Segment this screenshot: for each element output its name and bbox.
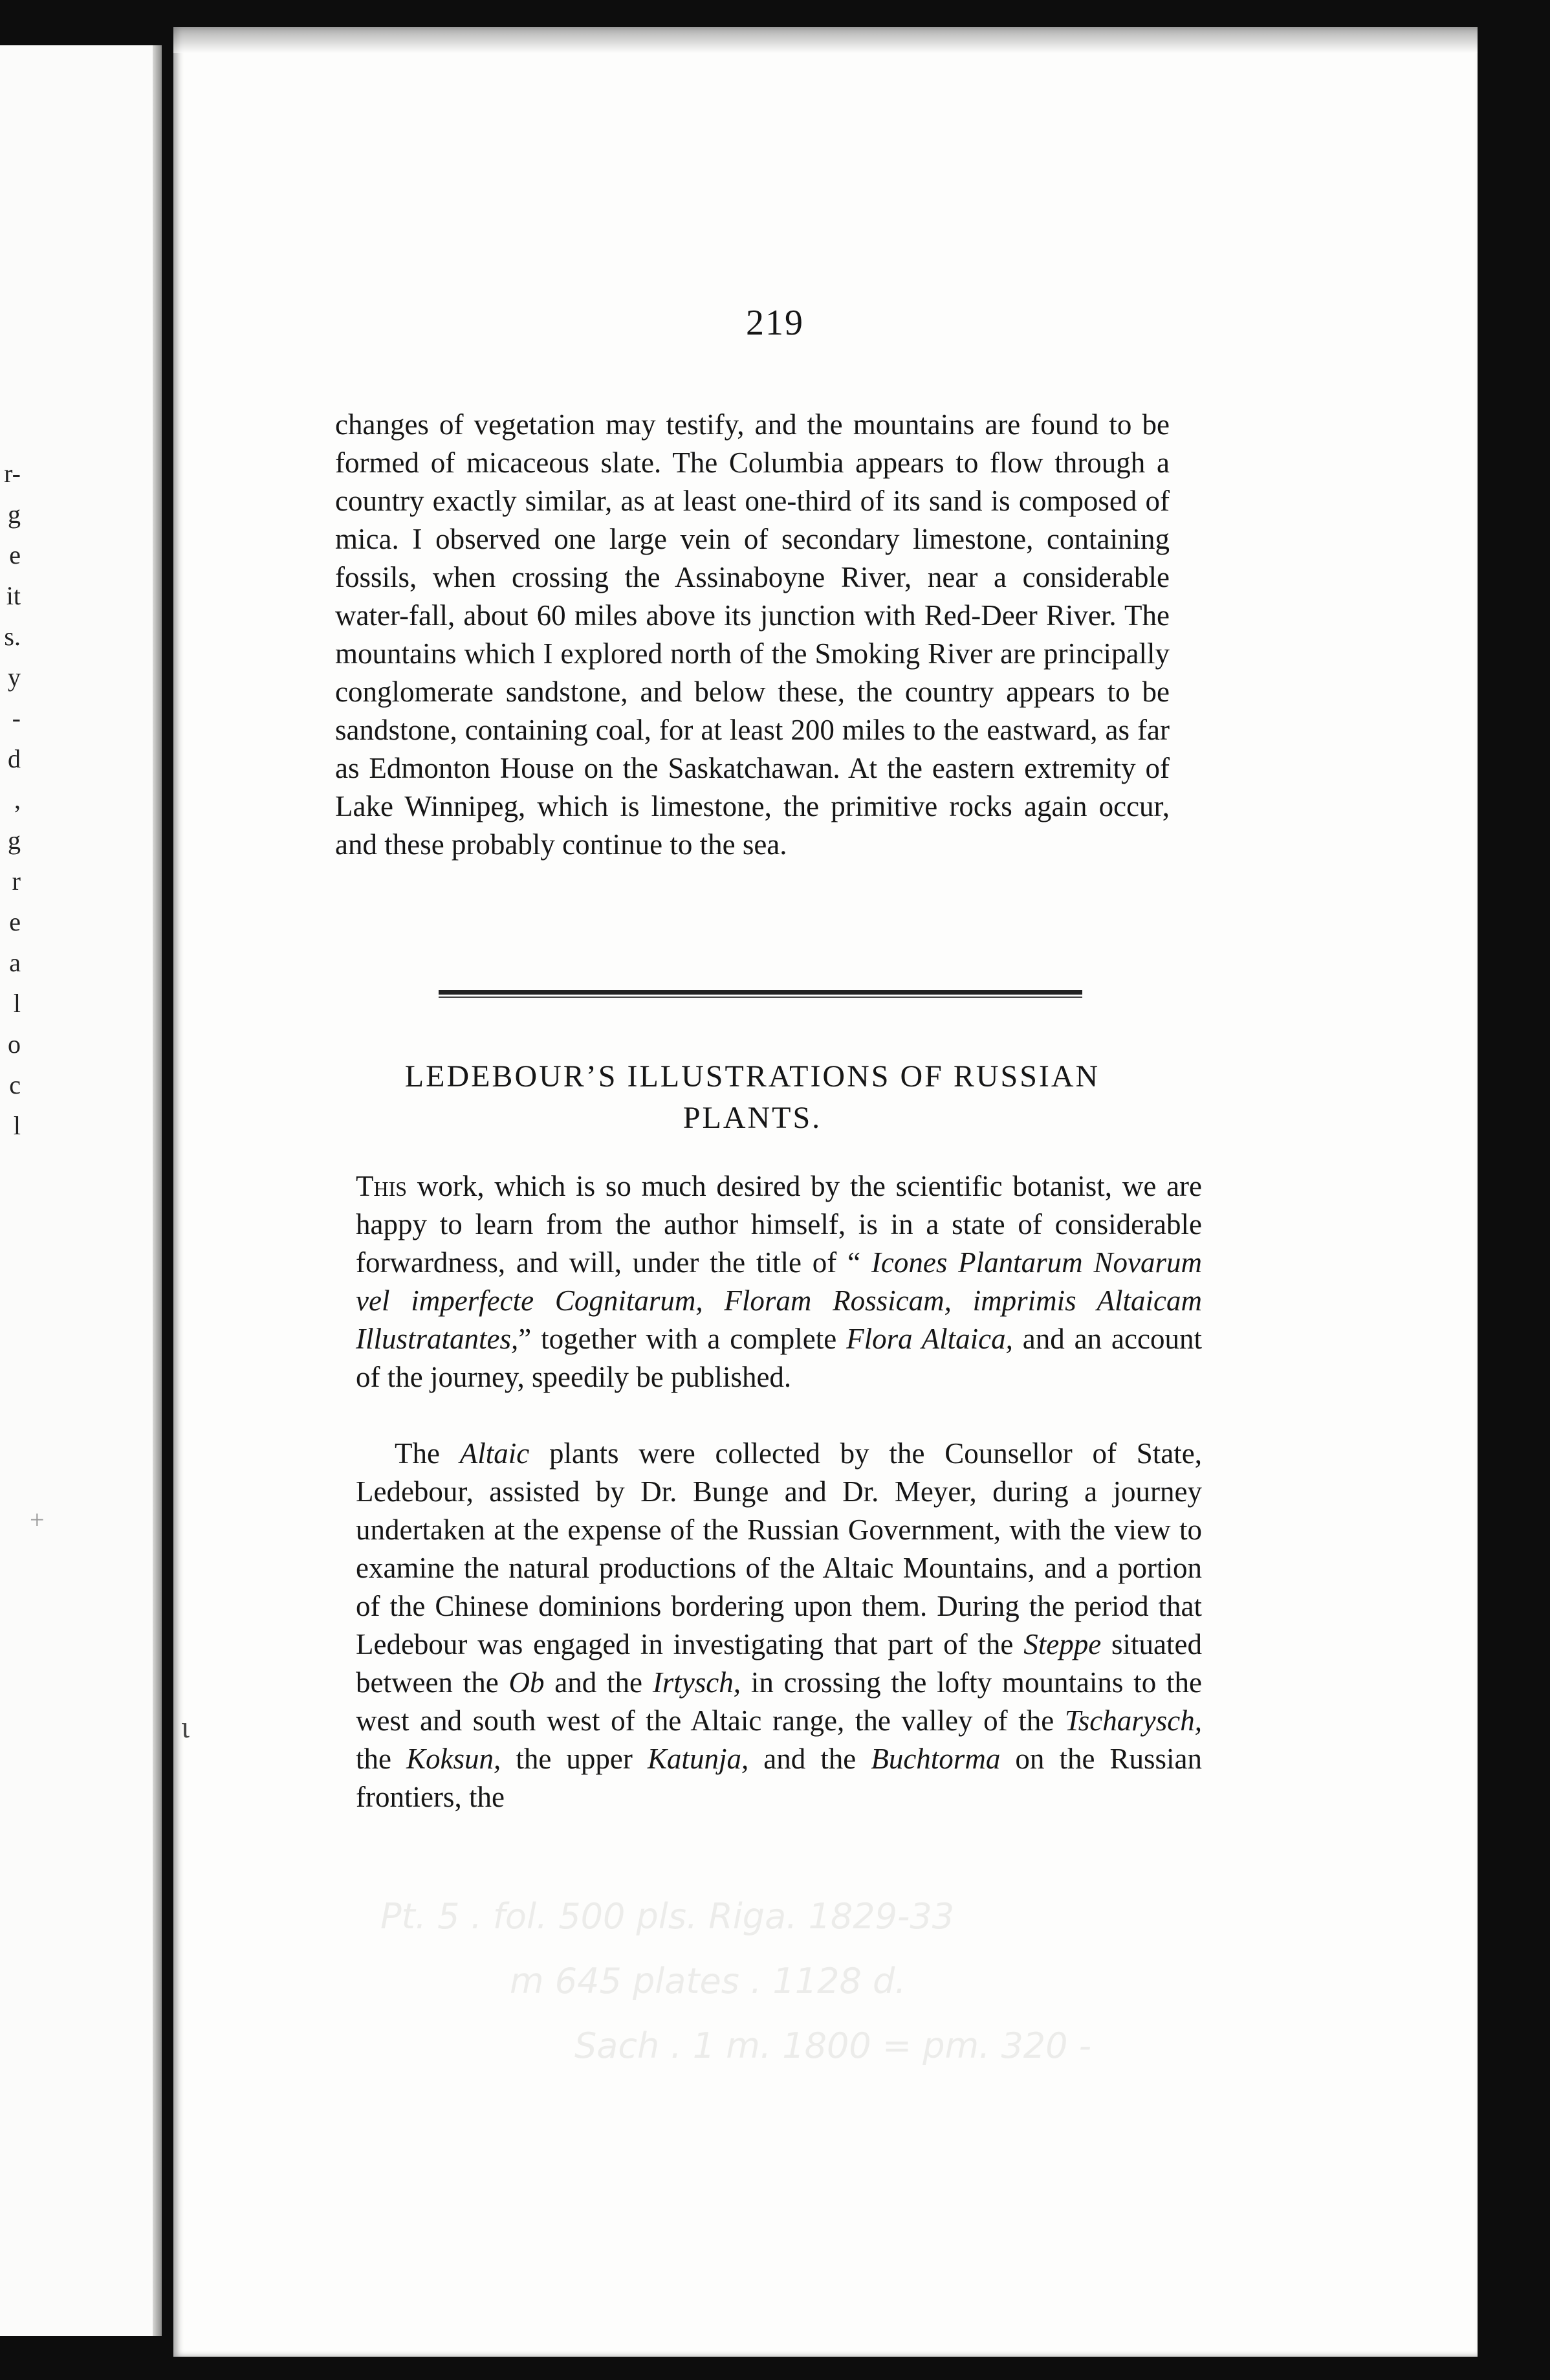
heading-line-2: PLANTS. — [682, 1101, 822, 1135]
text-run: work, which is so much desired by the scientific botanist, we are happy to learn from the author himself, is in a state of considerable forwardness, and will, under the title of “ — [356, 1170, 1202, 1279]
fragment: g — [8, 500, 21, 529]
text-run: and the — [748, 1743, 871, 1775]
divider-thick-line — [439, 990, 1082, 995]
book-page — [173, 27, 1478, 2357]
divider-thin-line — [439, 997, 1082, 998]
fragment: e — [9, 907, 21, 936]
fragment: a — [9, 948, 21, 977]
heading-line-1: LEDEBOUR’S ILLUSTRATIONS OF RUSSIAN — [404, 1059, 1100, 1094]
section-heading — [303, 1056, 1202, 1139]
lead-word: This — [356, 1170, 408, 1202]
page-gutter-shadow — [153, 45, 162, 2336]
italic-title: Flora Altaica, — [846, 1323, 1013, 1355]
italic-term: Buchtorma — [871, 1743, 1001, 1775]
text-run: the upper — [501, 1743, 648, 1775]
paragraph-altaic-plants — [356, 1435, 1202, 1816]
italic-term: Tscharysch, — [1064, 1704, 1202, 1737]
fragment: l — [13, 1111, 21, 1140]
text-run: the — [356, 1743, 407, 1775]
paragraph-text — [356, 1435, 1202, 1816]
faint-handwritten-note — [380, 1884, 1318, 2078]
left-page-edge — [0, 45, 162, 2336]
paragraph-text — [356, 1167, 1202, 1396]
italic-title: Icones Plantarum Novarum vel imperfecte Cognitarum, Floram Rossicam, imprimis Altaicam Illustratantes, — [356, 1246, 1202, 1355]
fragment: e — [9, 540, 21, 569]
text-run: in crossing the lofty mountains to the west and south west of the Altaic range, the valley of the — [356, 1666, 1202, 1737]
fragment: y — [8, 663, 21, 692]
handwriting-line-3: Sach . 1 m. 1800 = pm. 320 - — [574, 2025, 1092, 2066]
margin-mark: ɩ — [181, 1710, 190, 1745]
fragment: - — [12, 703, 21, 733]
page-number: 219 — [746, 303, 804, 343]
text-run: plants were collected by the Counsellor of State, Ledebour, assisted by Dr. Bunge and Dr. Meyer, during a journey undertaken at the expense of the Russian Government, with the view to examine the natural productions of the Altaic Mountains, and a portion of the Chinese dominions bordering upon them. During the period that Ledebour was engaged in investigating that part of the — [356, 1437, 1202, 1660]
text-run: and the — [544, 1666, 653, 1699]
paragraph-text: changes of vegetation may testify, and the mountains are found to be formed of micaceous slate. The Columbia appears to flow through a country exactly similar, as at least one-third of its sand is composed of mica. I observed one large vein of secondary limestone, containing fossils, when crossing the Assinaboyne River, near a considerable water-fall, about 60 miles above its junction with Red-Deer River. The mountains which I explored north of the Smoking River are principally conglomerate sandstone, and below these, the country appears to be sandstone, containing coal, for at least 200 miles to the eastward, as far as Edmonton House on the Saskatchawan. At the eastern extremity of Lake Winnipeg, which is limestone, the primitive rocks again occur, and these probably continue to the sea. — [335, 408, 1170, 861]
text-run: on the Russian frontiers, the — [356, 1743, 1203, 1813]
paragraph-geology — [335, 406, 1170, 864]
handwriting-line-2: m 645 plates . 1128 d. — [510, 1961, 906, 2001]
fragment: l — [13, 989, 21, 1018]
section-divider-rule — [439, 990, 1082, 999]
italic-term: Koksun, — [406, 1743, 501, 1775]
left-page-text-fragments — [0, 453, 26, 1146]
fragment: o — [8, 1030, 21, 1059]
italic-term: Altaic — [459, 1437, 530, 1470]
handwriting-line-1: Pt. 5 . fol. 500 pls. Riga. 1829-33 — [380, 1896, 955, 1937]
paragraph-ledebour-work — [356, 1167, 1202, 1396]
italic-term: Katunja, — [647, 1743, 749, 1775]
text-run: and an account of the journey, speedily be published. — [356, 1323, 1202, 1393]
fragment: r- — [4, 459, 21, 488]
fragment: c — [9, 1070, 21, 1099]
fragment: g — [8, 826, 21, 855]
text-run: situated between the — [356, 1628, 1202, 1699]
italic-term: Ob — [508, 1666, 545, 1699]
text-run: ” together with a complete — [518, 1323, 847, 1355]
italic-term: Irtysch, — [652, 1666, 741, 1699]
fragment: d — [8, 744, 21, 773]
cross-mark: + — [30, 1505, 45, 1534]
fragment: r — [12, 866, 21, 896]
fragment: , — [14, 785, 21, 814]
page-top-edge — [173, 27, 1478, 53]
text-run: The — [395, 1437, 460, 1470]
italic-term: Steppe — [1023, 1628, 1102, 1660]
fragment: s. — [4, 622, 21, 651]
fragment: it — [6, 581, 21, 610]
